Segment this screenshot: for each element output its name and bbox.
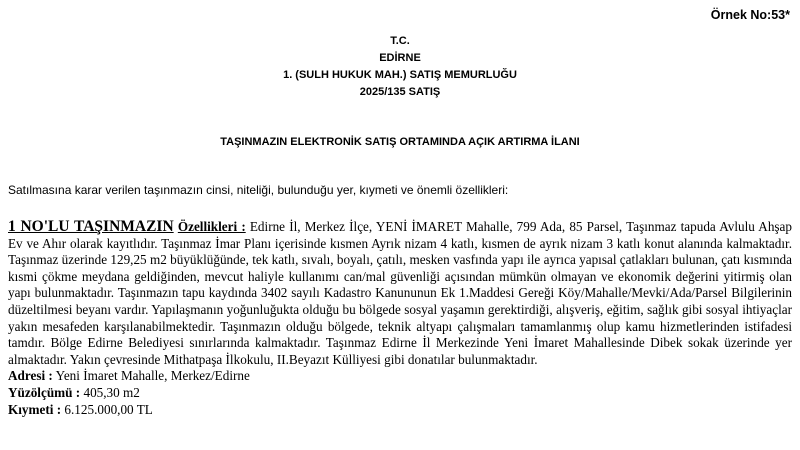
area-value: 405,30 m2 [80,384,140,400]
address-row [8,368,792,385]
features-text: Edirne İl, Merkez İlçe, YENİ İMARET Mahalle, 799 Ada, 85 Parsel, Taşınmaz tapuda Avlulu Ahşap Ev ve Ahır olarak kayıtlıdır. Taşınmaz İmar Planı içerisinde kısmen Ayrık nizam 4 katlı, kısmen de ayrık nizam 3 katlı konut alanında kalmaktadır. Taşınmaz üzerinde 129,25 m2 büyüklüğünde, tek katlı, sıvalı, boyalı, çatılı, mesken vasfında yapı ile ayrıca yapısal çatlakları bulunan, çatı kısmında kısmi çökme meydana geldiğinden, mevcut haliyle kullanımı can/mal güvenliği açısından mümkün olmayan ve ekonomik değerini yitirmiş olan yapı bulunmaktadır. Taşınmazın tapu kaydında 3402 sayılı Kadastro Kanununun Ek 1.Maddesi Gereği Köy/Mahalle/Mevki/Ada/Parsel Bilgilerinin düzeltilmesi beyanı vardır. Yapılaşmanın yoğunluğukta olduğu bu bölgede sosyal yaşamın gerektirdiği, alışveriş, eğitim, sağlık gibi sosyal ihtiyaçlar yakın mesafeden karşılanabilmektedir. Taşınmazın olduğu bölgede, teknik altyapı çalışmaları tamamlanmış olup kamu hizmetlerinden istifadesi tamdır. Bölge Edirne Belediyesi sınırlarında kalmaktadır. Taşınmaz Edirne İl Merkezinde Yeni İmaret Mahallesinde Dibek sokak üzerinde yer almaktadır. Yakın çevresinde Mithatpaşa İlkokulu, II.Beyazıt Külliyesi gibi donatılar bulunmaktadır. [8,219,792,367]
features-label: Özellikleri : [177,219,246,234]
value-row [8,402,792,419]
address-value: Yeni İmaret Mahalle, Merkez/Edirne [52,368,250,384]
header-line-city: EDİRNE [379,52,421,64]
intro-text: Satılmasına karar verilen taşınmazın cinsi, niteliği, bulunduğu yer, kıymeti ve önemli özellikleri: [8,183,509,197]
header-line-case-number: 2025/135 SATIŞ [359,86,441,98]
property-section [8,219,792,418]
property-description [8,219,792,368]
announcement-title: TAŞINMAZIN ELEKTRONİK SATIŞ ORTAMINDA AÇIK ARTIRMA İLANI [220,136,580,148]
address-label: Adresi : [8,368,53,384]
value-amount: 6.125.000,00 TL [61,401,153,417]
area-label: Yüzölçümü : [8,384,81,400]
document-header [0,33,800,101]
header-line-tc: T.C. [390,35,410,47]
property-heading: 1 NO'LU TAŞINMAZIN [8,218,174,235]
value-label: Kıymeti : [8,401,62,417]
header-line-office: 1. (SULH HUKUK MAH.) SATIŞ MEMURLUĞU [283,69,517,81]
sample-number: Örnek No:53* [710,8,790,22]
area-row [8,385,792,402]
